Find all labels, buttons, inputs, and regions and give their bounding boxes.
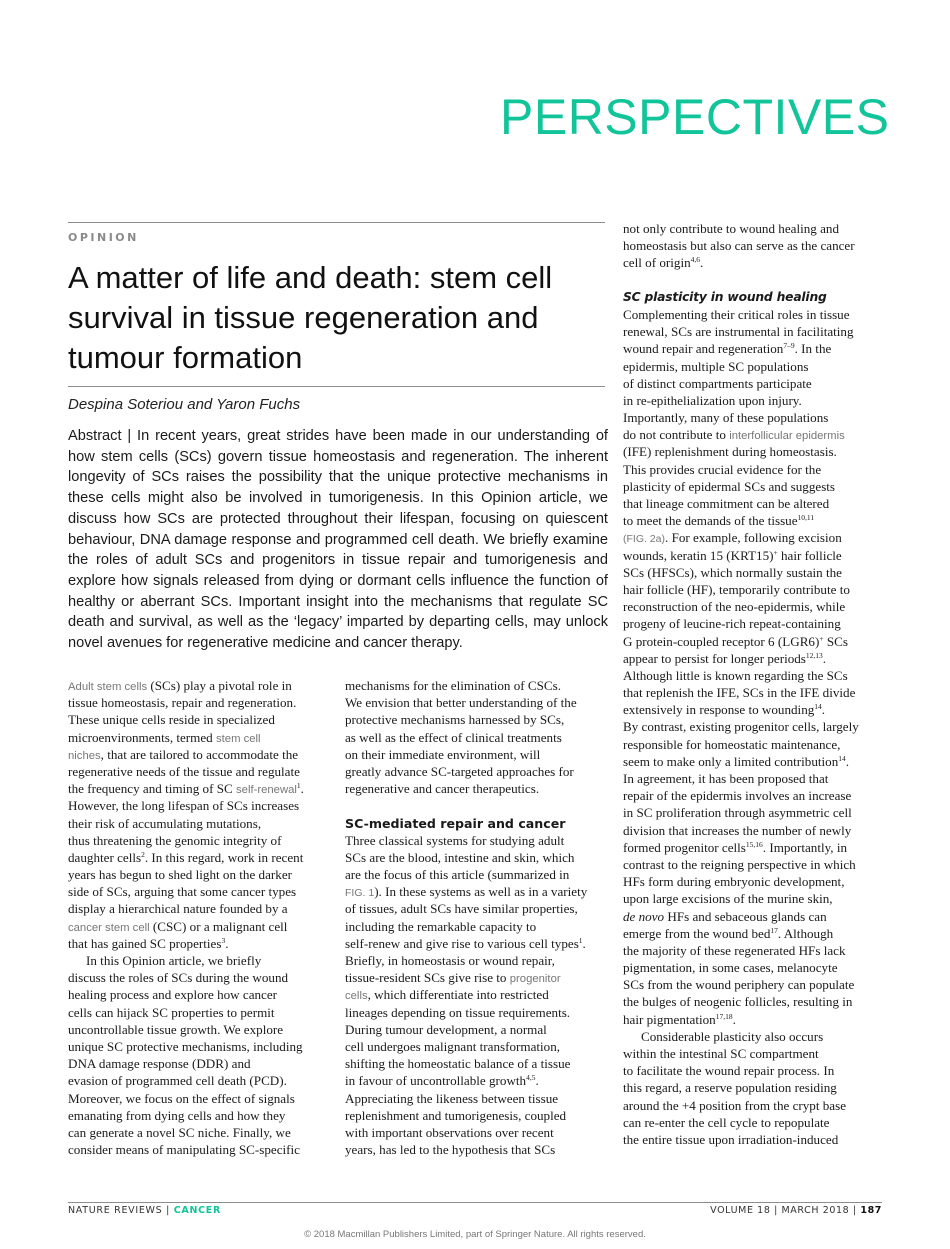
body-text: not only contribute to wound healing and: [623, 221, 840, 236]
glossary-term-link[interactable]: self-renewal: [236, 784, 297, 797]
body-text: on their immediate environment, will: [345, 746, 541, 762]
body-text: SCs (HFSCs), which normally sustain the: [623, 564, 842, 580]
body-text: renewal, SCs are instrumental in facilitating: [623, 324, 854, 340]
body-line: [68, 935, 330, 952]
body-text: division that increases the number of newly: [623, 822, 852, 838]
body-line: [68, 1021, 330, 1038]
body-text: reconstruction of the neo-epidermis, while: [623, 599, 846, 615]
body-text: years has begun to shed light on the darker: [68, 867, 292, 883]
body-line: [623, 736, 885, 753]
body-text: SCs: [823, 633, 848, 649]
citation-superscript[interactable]: 4,5: [526, 1073, 536, 1083]
footer-separator: |: [162, 1205, 174, 1216]
body-line: [68, 969, 330, 986]
body-line: [345, 729, 607, 746]
body-text: pigmentation, in some cases, melanocyte: [623, 960, 838, 976]
body-line: [623, 1045, 885, 1062]
body-text: appear to persist for longer periods: [623, 650, 806, 666]
body-line: [345, 1072, 607, 1089]
body-line: [345, 711, 607, 728]
body-line: [623, 959, 885, 976]
body-text: can re-enter the cell cycle to repopulate: [623, 1114, 830, 1130]
footer-separator: |: [849, 1205, 861, 1216]
body-line: [68, 1124, 330, 1141]
body-line: [68, 1090, 330, 1107]
footer-rule: [68, 1202, 882, 1203]
citation-superscript[interactable]: 14: [814, 702, 822, 712]
body-text: to meet the demands of the tissue: [623, 513, 798, 529]
body-text: around the +4 position from the crypt base: [623, 1097, 847, 1113]
body-text: cell undergoes malignant transformation,: [345, 1038, 561, 1054]
body-text: that lineage commitment can be altered: [623, 496, 830, 511]
body-line: [68, 832, 330, 849]
body-line: [623, 529, 885, 546]
body-text: tissue homeostasis, repair and regeneration.: [68, 695, 297, 711]
body-line: [623, 873, 885, 890]
body-line: [623, 1097, 885, 1114]
body-line: [623, 787, 885, 804]
citation-superscript[interactable]: 3: [221, 935, 226, 945]
body-text: In this Opinion article, we briefly: [86, 953, 262, 968]
body-line: [623, 358, 885, 375]
body-text: uncontrollable tissue growth. We explore: [68, 1021, 284, 1037]
body-line: [623, 1062, 885, 1079]
body-text: During tumour development, a normal: [345, 1021, 547, 1037]
body-line: [623, 443, 885, 460]
body-text: can generate a novel SC niche. Finally, we: [68, 1124, 291, 1140]
body-text: emanating from dying cells and how they: [68, 1107, 286, 1123]
body-text: evasion of programmed cell death (PCD).: [68, 1073, 287, 1089]
body-text: unique SC protective mechanisms, including: [68, 1038, 303, 1054]
journal-section: CANCER: [173, 1205, 221, 1216]
body-line: [68, 763, 330, 780]
body-text: SC plasticity in wound healing: [623, 289, 827, 304]
abstract-line: how stem cells (SCs) govern tissue homeostasis and regeneration. The inherent: [68, 448, 608, 465]
glossary-term-link[interactable]: niches: [68, 749, 101, 762]
body-text: seem to make only a limited contribution: [623, 753, 839, 769]
body-text: contrast to the reigning perspective in which: [623, 856, 856, 872]
body-text: replenishment and tumorigenesis, coupled: [345, 1107, 567, 1123]
body-line: [68, 918, 330, 935]
body-text: G protein-coupled receptor 6 (LGR6): [623, 633, 820, 649]
body-line: [68, 1055, 330, 1072]
abstract-line: Abstract | In recent years, great strides have been made in our understanding of: [68, 428, 608, 444]
body-text: , that are tailored to accommodate the: [100, 746, 299, 762]
body-line: [623, 1011, 885, 1028]
body-line: [623, 581, 885, 598]
body-text: mechanisms for the elimination of CSCs.: [345, 678, 562, 693]
body-line: [623, 753, 885, 770]
body-text: the majority of these regenerated HFs lack: [623, 942, 846, 958]
body-text: Importantly, many of these populations: [623, 410, 829, 426]
body-text: , which differentiate into restricted: [367, 987, 549, 1003]
body-text: to facilitate the wound repair process. In: [623, 1063, 835, 1079]
body-text: wound repair and regeneration: [623, 341, 784, 357]
body-text: epidermis, multiple SC populations: [623, 358, 809, 374]
body-line: [345, 1141, 607, 1158]
body-text: this regard, a reserve population residing: [623, 1080, 837, 1096]
body-text: are the focus of this article (summarized in: [345, 867, 570, 883]
citation-superscript[interactable]: 12,13: [805, 650, 823, 660]
abstract-line: death and survival, as well as the ‘legacy’ imparted by departing cells, may unlock: [68, 614, 608, 631]
body-text: thus threatening the genomic integrity of: [68, 832, 282, 848]
abstract-line: explore how signals released from dying or dormant cells influence the function of: [68, 572, 608, 589]
body-line: [623, 598, 885, 615]
body-text: including the remarkable capacity to: [345, 918, 537, 934]
subsection-heading: [623, 289, 885, 306]
body-line: [345, 900, 607, 917]
paragraph-spacer: [345, 797, 607, 814]
body-line: [68, 1004, 330, 1021]
body-line: [623, 495, 885, 512]
citation-superscript[interactable]: 17,18: [715, 1011, 733, 1021]
body-text: SCs are the blood, intestine and skin, which: [345, 849, 575, 865]
body-line: [68, 746, 330, 763]
body-text: .: [822, 650, 827, 666]
body-line: [68, 1107, 330, 1124]
body-text: the frequency and timing of SC: [68, 781, 237, 797]
abstract-line: behaviour, DNA damage response and programmed cell death. We briefly examine: [68, 531, 608, 548]
body-line: [68, 866, 330, 883]
body-line: [345, 1038, 607, 1055]
body-line: [623, 461, 885, 478]
body-text: formed progenitor cells: [623, 839, 746, 855]
body-text: (SCs) play a pivotal role in: [147, 678, 292, 693]
body-text: cells can hijack SC properties to permit: [68, 1004, 275, 1020]
page-number: 187: [860, 1205, 882, 1216]
body-text: In agreement, it has been proposed that: [623, 771, 829, 786]
body-text: By contrast, existing progenitor cells, largely: [623, 719, 859, 735]
body-text: repair of the epidermis involves an increase: [623, 788, 852, 804]
glossary-term-link[interactable]: cancer stem cell: [68, 921, 150, 934]
citation-superscript[interactable]: +: [819, 633, 824, 643]
body-text: .: [700, 255, 704, 271]
body-text: in favour of uncontrollable growth: [345, 1073, 527, 1089]
body-text: emerge from the wound bed: [623, 925, 771, 941]
body-text: regenerative needs of the tissue and regulate: [68, 763, 300, 779]
body-text: microenvironments, termed: [68, 729, 216, 745]
body-line: [623, 426, 885, 443]
body-text: .: [821, 702, 826, 718]
glossary-term-link[interactable]: cells: [345, 990, 368, 1003]
body-line: [345, 1021, 607, 1038]
body-line: [345, 866, 607, 883]
glossary-term-link[interactable]: stem cell: [216, 732, 261, 745]
body-line: [623, 512, 885, 529]
body-text: .: [225, 935, 229, 951]
body-line: [623, 564, 885, 581]
body-text: do not contribute to: [623, 427, 730, 443]
body-line: [623, 650, 885, 667]
body-text: as well as the effect of clinical treatments: [345, 729, 562, 745]
top-rule: [68, 222, 605, 223]
body-text: These unique cells reside in specialized: [68, 712, 275, 728]
body-line: [623, 1028, 885, 1045]
citation-superscript[interactable]: 4,6: [690, 255, 701, 265]
body-text: . Although: [777, 925, 834, 941]
body-line: [68, 815, 330, 832]
body-text: HFs form during embryonic development,: [623, 874, 845, 890]
body-line: [345, 935, 607, 952]
body-line: [623, 908, 885, 925]
body-line: [68, 1038, 330, 1055]
body-line: [623, 667, 885, 684]
body-text: . Importantly, in: [762, 839, 848, 855]
body-line: [68, 694, 330, 711]
body-line: [345, 986, 607, 1003]
body-line: [68, 900, 330, 917]
citation-superscript[interactable]: 14: [838, 753, 846, 763]
body-line: [623, 993, 885, 1010]
body-text: plasticity of epidermal SCs and suggests: [623, 478, 836, 494]
body-text: Complementing their critical roles in tissue: [623, 306, 850, 322]
body-line: [623, 615, 885, 632]
body-text: regenerative and cancer therapeutics.: [345, 781, 540, 797]
body-text: self-renew and give rise to various cell types: [345, 935, 579, 951]
citation-superscript[interactable]: 17: [770, 925, 778, 935]
body-text: shifting the homeostatic balance of a tissue: [345, 1056, 571, 1072]
body-text: wounds, keratin 15 (KRT15): [623, 547, 774, 563]
body-text: within the intestinal SC compartment: [623, 1046, 819, 1061]
citation-superscript[interactable]: 1: [578, 935, 583, 945]
body-line: [623, 770, 885, 787]
body-line: [345, 677, 607, 694]
body-text: tissue-resident SCs give rise to: [345, 970, 510, 986]
body-text: .: [845, 753, 850, 769]
abstract-line: the roles of adult SCs and progenitors in tissue repair and tumorigenesis and: [68, 552, 608, 569]
abstract-line: these cells might also be involved in tumorigenesis. In this Opinion article, we: [68, 490, 608, 507]
body-text: that has gained SC properties: [68, 935, 222, 951]
abstract: [68, 426, 608, 654]
body-line: [623, 925, 885, 942]
body-text: responsible for homeostatic maintenance,: [623, 736, 841, 752]
body-line: [623, 890, 885, 907]
body-line: [345, 849, 607, 866]
paragraph-spacer: [623, 272, 885, 289]
article-type-label: OPINION: [68, 231, 139, 244]
body-line: [623, 684, 885, 701]
body-line: [623, 547, 885, 564]
body-text: .: [535, 1073, 539, 1089]
body-text: cell of origin: [623, 255, 691, 271]
body-text: of tissues, adult SCs have similar properties,: [345, 901, 578, 917]
body-line: [623, 478, 885, 495]
citation-superscript[interactable]: 2: [141, 849, 145, 859]
author-list: Despina Soteriou and Yaron Fuchs: [68, 396, 301, 413]
body-line: [345, 1004, 607, 1021]
citation-superscript[interactable]: 15,16: [745, 839, 763, 849]
body-line: [68, 849, 330, 866]
citation-superscript[interactable]: 7–9: [783, 341, 795, 351]
body-line: [345, 763, 607, 780]
body-text: with important observations over recent: [345, 1124, 554, 1140]
body-text: of distinct compartments participate: [623, 375, 812, 391]
body-text: homeostasis but also can serve as the cancer: [623, 238, 855, 254]
body-line: [623, 976, 885, 993]
body-line: [345, 1090, 607, 1107]
glossary-term-link[interactable]: progenitor: [509, 973, 561, 986]
body-line: [623, 718, 885, 735]
body-text: .: [582, 935, 586, 951]
body-text: hair follicle: [777, 547, 842, 563]
body-text: the entire tissue upon irradiation-induced: [623, 1131, 839, 1147]
glossary-term-link[interactable]: interfollicular epidermis: [729, 430, 845, 443]
issue-date: MARCH 2018: [781, 1205, 850, 1216]
body-line: [68, 1141, 330, 1158]
body-line: [345, 918, 607, 935]
body-text: .: [732, 1011, 736, 1027]
body-line: [623, 254, 885, 271]
body-line: [68, 1072, 330, 1089]
body-text: consider means of manipulating SC-specific: [68, 1142, 300, 1158]
body-text: HFs and sebaceous glands can: [664, 908, 827, 924]
body-line: [623, 375, 885, 392]
title-line: A matter of life and death: stem cell: [68, 260, 553, 295]
issue-info: [710, 1205, 882, 1216]
body-text: progeny of leucine-rich repeat-containing: [623, 616, 841, 632]
figure-reference-link[interactable]: FIG. 1: [345, 887, 375, 900]
body-line: [623, 633, 885, 650]
body-line: [345, 1124, 607, 1141]
abstract-line: healthy or aberrant SCs. Important insight into the mechanisms that regulate SC: [68, 593, 608, 610]
body-line: [623, 942, 885, 959]
body-line: [623, 1114, 885, 1131]
body-text: However, the long lifespan of SCs increases: [68, 798, 300, 814]
body-line: [623, 237, 885, 254]
body-text: protective mechanisms harnessed by SCs,: [345, 712, 565, 728]
volume: VOLUME 18: [710, 1205, 771, 1216]
body-text: Although little is known regarding the SCs: [623, 667, 848, 683]
body-text: extensively in response to wounding: [623, 702, 815, 718]
body-line: [623, 701, 885, 718]
body-text: Three classical systems for studying adult: [345, 832, 565, 848]
body-line: [345, 694, 607, 711]
body-text: SC-mediated repair and cancer: [345, 815, 566, 831]
citation-superscript[interactable]: 1: [296, 781, 301, 791]
body-line: [623, 804, 885, 821]
title-line: tumour formation: [68, 340, 303, 375]
body-line: [68, 780, 330, 797]
body-column-2: [345, 677, 607, 1158]
body-text: greatly advance SC-targeted approaches for: [345, 763, 574, 779]
body-text: SCs from the wound periphery can populate: [623, 977, 855, 993]
body-line: [623, 409, 885, 426]
body-line: [623, 306, 885, 323]
body-text: (IFE) replenishment during homeostasis.: [623, 444, 837, 460]
title-rule: [68, 386, 605, 387]
article-title: [68, 258, 613, 378]
body-line: [623, 323, 885, 340]
body-column-3: [623, 220, 885, 1148]
citation-superscript[interactable]: 10,11: [797, 513, 815, 523]
abstract-line: novel avenues for regenerative medicine and cancer therapy.: [68, 635, 463, 652]
body-line: [68, 729, 330, 746]
body-line: [623, 392, 885, 409]
body-text: . In this regard, work in recent: [144, 849, 304, 865]
body-text: .: [300, 781, 304, 797]
body-text: We envision that better understanding of the: [345, 695, 577, 711]
body-text: Moreover, we focus on the effect of signals: [68, 1090, 295, 1106]
body-line: [623, 1131, 885, 1148]
body-line: [68, 986, 330, 1003]
body-text: in SC proliferation through asymmetric cell: [623, 805, 852, 821]
body-line: [345, 1107, 607, 1124]
body-line: [68, 883, 330, 900]
body-line: [623, 839, 885, 856]
body-text: DNA damage response (DDR) and: [68, 1056, 251, 1072]
body-line: [68, 711, 330, 728]
body-text: upon large excisions of the murine skin,: [623, 891, 833, 907]
body-text: Appreciating the likeness between tissue: [345, 1090, 559, 1106]
body-text: hair follicle (HF), temporarily contribute to: [623, 581, 850, 597]
body-text: side of SCs, arguing that some cancer types: [68, 884, 297, 900]
body-text: hair pigmentation: [623, 1011, 716, 1027]
body-text: This provides crucial evidence for the: [623, 461, 822, 477]
body-text: . For example, following excision: [665, 530, 842, 546]
body-text: display a hierarchical nature founded by a: [68, 901, 288, 917]
body-line: [623, 340, 885, 357]
body-text: their risk of accumulating mutations,: [68, 815, 262, 831]
body-line: [68, 952, 330, 969]
body-column-1: [68, 677, 330, 1158]
body-line: [623, 1079, 885, 1096]
body-line: [623, 856, 885, 873]
italic-term: de novo: [623, 908, 665, 924]
body-text: that replenish the IFE, SCs in the IFE divide: [623, 685, 856, 701]
body-line: [345, 1055, 607, 1072]
section-heading: [345, 815, 607, 832]
body-line: [345, 746, 607, 763]
body-text: lineages depending on tissue requirements.: [345, 1004, 571, 1020]
abstract-line: discuss how SCs are protected throughout their lifespan, focusing on quiescent: [68, 510, 608, 527]
journal-title: NATURE REVIEWS: [68, 1205, 163, 1216]
body-line: [68, 797, 330, 814]
body-text: Briefly, in homeostasis or wound repair,: [345, 953, 555, 968]
footer-separator: |: [770, 1205, 782, 1216]
body-text: healing process and explore how cancer: [68, 987, 278, 1003]
body-line: [68, 677, 330, 694]
body-text: (CSC) or a malignant cell: [149, 918, 288, 934]
body-text: years, has led to the hypothesis that SCs: [345, 1142, 556, 1158]
body-text: discuss the roles of SCs during the wound: [68, 970, 289, 986]
body-text: in re-epithelialization upon injury.: [623, 392, 802, 408]
body-line: [345, 952, 607, 969]
title-line: survival in tissue regeneration and: [68, 300, 539, 335]
journal-name: [68, 1205, 221, 1216]
figure-reference-link[interactable]: (FIG. 2a): [623, 533, 666, 546]
body-line: [623, 220, 885, 237]
body-text: daughter cells: [68, 849, 142, 865]
body-line: [623, 822, 885, 839]
citation-superscript[interactable]: +: [773, 547, 778, 557]
body-text: Considerable plasticity also occurs: [641, 1028, 824, 1044]
glossary-term-link[interactable]: Adult stem cells: [68, 681, 148, 693]
body-line: [345, 780, 607, 797]
body-line: [345, 883, 607, 900]
body-line: [345, 969, 607, 986]
copyright-notice: © 2018 Macmillan Publishers Limited, part of Springer Nature. All rights reserved.: [304, 1229, 646, 1240]
body-text: the bulges of neogenic follicles, resulting in: [623, 994, 853, 1010]
section-title: PERSPECTIVES: [500, 89, 890, 145]
body-text: ). In these systems as well as in a variety: [374, 884, 588, 900]
body-text: . In the: [794, 341, 832, 357]
abstract-line: longevity of SCs raises the possibility that the unique protective mechanisms in: [68, 469, 608, 486]
body-line: [345, 832, 607, 849]
